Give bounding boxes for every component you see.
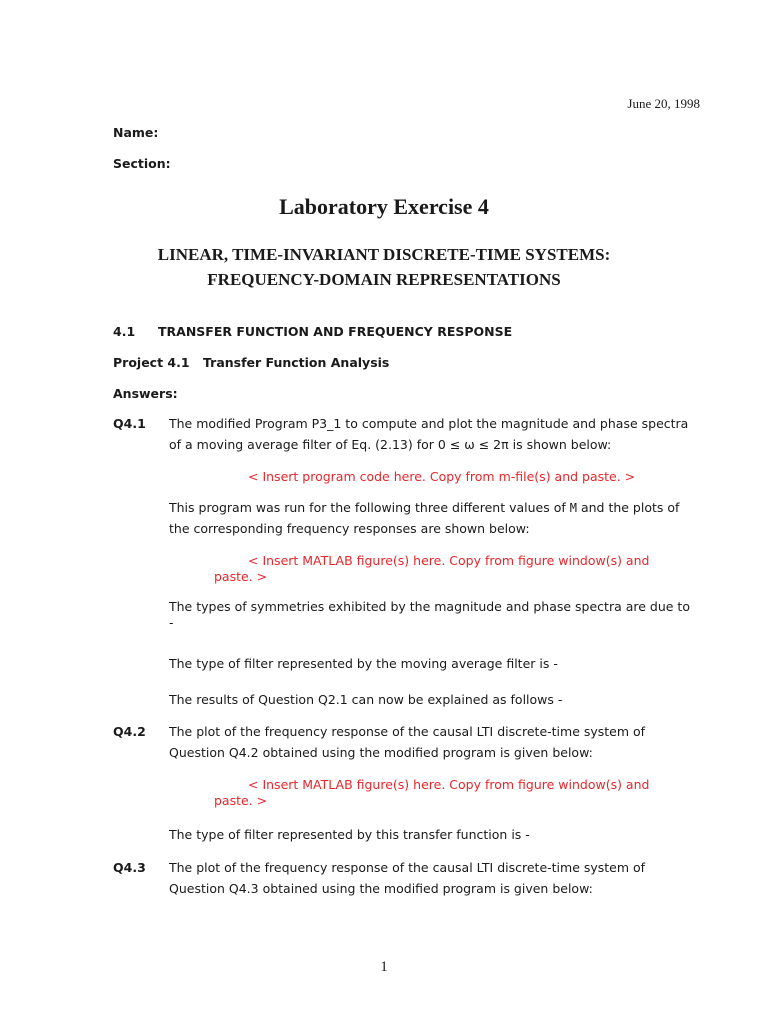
insert-figure-placeholder-2-cont: paste. > — [214, 793, 268, 808]
document-date: June 20, 1998 — [627, 96, 700, 111]
q4-2-text-line-1: The plot of the frequency response of the causal LTI discrete-time system of — [169, 724, 646, 739]
subtitle-line-2: FREQUENCY-DOMAIN REPRESENTATIONS — [207, 270, 561, 289]
q4-1-symmetry-line-2: - — [169, 615, 174, 630]
q4-3-text-line-1: The plot of the frequency response of the causal LTI discrete-time system of — [169, 860, 646, 875]
insert-figure-placeholder-1-cont: paste. > — [214, 569, 268, 584]
variable-m: M — [569, 501, 577, 515]
document-title: Laboratory Exercise 4 — [279, 194, 489, 219]
insert-figure-placeholder-1: < Insert MATLAB figure(s) here. Copy from figure window(s) and — [248, 553, 650, 568]
q4-1-symmetry-line-1: The types of symmetries exhibited by the magnitude and phase spectra are due to — [169, 599, 690, 614]
page-number: 1 — [380, 959, 388, 975]
q4-1-text-line-2: of a moving average filter of Eq. (2.13) for 0 ≤ ω ≤ 2π is shown below: — [169, 437, 612, 452]
project-title: Transfer Function Analysis — [203, 355, 390, 370]
section-heading: TRANSFER FUNCTION AND FREQUENCY RESPONSE — [158, 324, 513, 339]
answers-label: Answers: — [113, 386, 178, 401]
q4-1-run-line-2: the corresponding frequency responses are shown below: — [169, 521, 530, 536]
insert-figure-placeholder-2: < Insert MATLAB figure(s) here. Copy from figure window(s) and — [248, 777, 650, 792]
q4-2-text-line-2: Question Q4.2 obtained using the modified program is given below: — [169, 745, 593, 760]
q4-1-filter-type: The type of filter represented by the moving average filter is - — [169, 656, 558, 671]
question-label-q4-2: Q4.2 — [113, 724, 146, 739]
insert-code-placeholder: < Insert program code here. Copy from m-file(s) and paste. > — [248, 469, 636, 484]
q4-1-results: The results of Question Q2.1 can now be explained as follows - — [169, 692, 563, 707]
q4-1-text-line-1: The modified Program P3_1 to compute and plot the magnitude and phase spectra — [169, 416, 689, 431]
subtitle-line-1: LINEAR, TIME-INVARIANT DISCRETE-TIME SYSTEMS: — [157, 245, 611, 264]
q4-1-run-line-1: This program was run for the following three different values of M and the plots of — [169, 500, 680, 515]
name-label: Name: — [113, 125, 159, 140]
question-label-q4-3: Q4.3 — [113, 860, 146, 875]
section-label: Section: — [113, 156, 171, 171]
q4-3-text-line-2: Question Q4.3 obtained using the modified program is given below: — [169, 881, 593, 896]
q4-2-filter-type: The type of filter represented by this transfer function is - — [169, 827, 530, 842]
question-label-q4-1: Q4.1 — [113, 416, 146, 431]
section-number: 4.1 — [113, 324, 136, 339]
project-label: Project 4.1 — [113, 355, 190, 370]
